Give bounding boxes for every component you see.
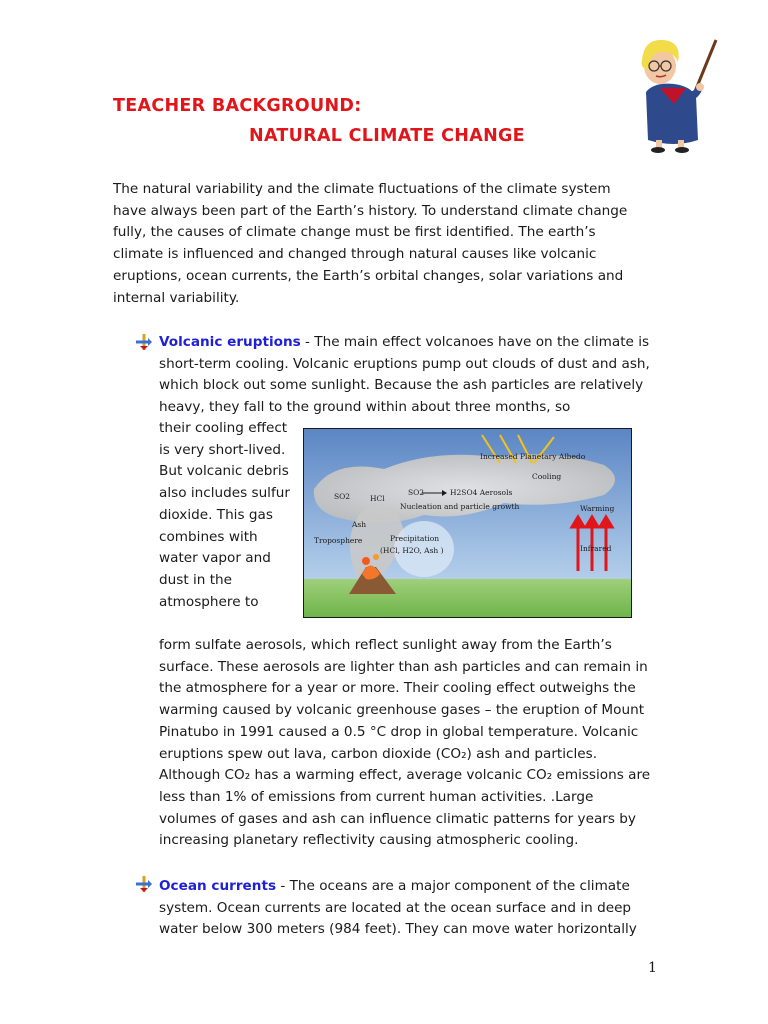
fig-label-albedo: Increased Planetary Albedo [480,452,586,461]
teacher-cartoon-icon [624,30,724,154]
ocean-text: The oceans are a major component of the climate system. Ocean currents are located at the ocean surface and in deep water below 300 meters (984 feet). They can move water horizontally [159,878,637,938]
intro-paragraph: The natural variability and the climate fluctuations of the climate system have always been part of the Earth’s history. To understand climate change fully, the causes of climate change must be first identified. The earth’s climate is influenced and changed through natural causes like volcanic eruptions, ocean currents, the Earth’s orbital changes, solar variations and internal variability. [113,181,628,306]
ocean-paragraph [159,876,653,941]
cross-arrow-bullet-icon [135,333,153,351]
volcanic-paragraph-narrow: their cooling effect is very short-lived. But volcanic debris also includes sulfur dioxide. This gas combines with water vapor and dust in the atmosphere to [159,420,290,610]
fig-label-cooling: Cooling [532,472,562,481]
volcanic-text-top: The main effect volcanoes have on the climate is short-term cooling. Volcanic eruptions pump out clouds of dust and ash, which block out some sunlight. Because the ash particles are relatively heavy, they fall to the ground within about three months, so [159,334,650,416]
fig-label-ash: Ash [352,520,367,529]
fig-label-troposphere: Troposphere [314,536,363,545]
fig-label-hcl: HCl [370,494,385,503]
fig-label-nucleation: Nucleation and particle growth [400,502,520,511]
volcanic-paragraph-top [159,332,653,419]
page-title-line2: NATURAL CLIMATE CHANGE [249,126,525,146]
ocean-separator: - [276,878,290,894]
page-number: 1 [648,960,657,976]
fig-label-so2-arrow: SO2 [408,488,425,497]
fig-label-h2so4: H2SO4 Aerosols [450,488,513,497]
fig-label-so2-left: SO2 [334,492,351,501]
volcanic-heading: Volcanic eruptions [159,334,301,350]
volcanic-paragraph-bottom: form sulfate aerosols, which reflect sunlight away from the Earth’s surface. These aerosols are lighter than ash particles and can remain in the atmosphere for a year or more. Their cooling effect outweighs the warming caused by volcanic greenhouse gases – the eruption of Mount Pinatubo in 1991 caused a 0.5 °C drop in global temperature. Volcanic eruptions spew out lava, carbon dioxide (CO₂) ash and particles. Although CO₂ has a warming effect, average volcanic CO₂ emissions are less than 1% of emissions from current human activities. .Large volumes of gases and ash can influence climatic patterns for years by increasing planetary reflectivity causing atmospheric cooling. [159,637,651,849]
fig-label-precipitation: Precipitation [390,534,440,543]
volcano-diagram [303,428,632,618]
page-title-line1: TEACHER BACKGROUND: [113,96,362,116]
fig-label-infrared: Infrared [580,544,612,553]
volcanic-separator: - [300,334,315,350]
ocean-heading: Ocean currents [159,878,277,894]
fig-label-warming: Warming [580,504,615,513]
cross-arrow-bullet-icon [135,875,153,893]
fig-label-precip-species: (HCl, H2O, Ash ) [380,546,444,555]
